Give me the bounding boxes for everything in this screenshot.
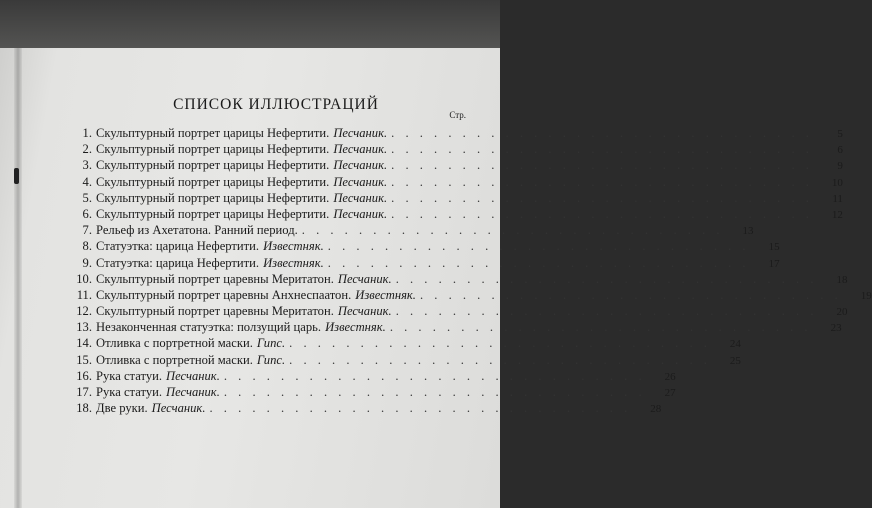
leader-dots: . . . . . . . . . . . . . . . . . . . . . . . . . . . . . . (395, 304, 818, 319)
list-item (66, 126, 843, 142)
list-item (66, 206, 843, 223)
leader-dots: . . . . . . . . . . . . . . . . . . . . . . . . . . . . . . (223, 385, 646, 399)
item-title: Скульптурный портрет царевны Анхнеспаатон. (96, 287, 352, 302)
item-page-number: 12 (831, 208, 843, 221)
item-title: Статуэтка: царица Нефертити. (96, 255, 260, 270)
item-number: 15. (76, 352, 92, 367)
item-title: Скульптурный портрет царицы Нефертити. (96, 190, 330, 205)
leader-dots: . . . . . . . . . . . . . . . . . . . . . . . . . . . . . . (223, 368, 646, 383)
item-number: 3. (82, 158, 92, 173)
item-number: 2. (82, 142, 92, 157)
item-material: Песчаник. (166, 368, 220, 383)
leader-dots: . . . . . . . . . . . . . . . . . . . . . . . . . . . . . . (389, 320, 812, 335)
item-title: Скульптурный портрет царицы Нефертити. (96, 158, 330, 173)
item-number: 7. (82, 223, 92, 238)
item-number: 14. (76, 336, 92, 351)
item-page-number: 26 (664, 370, 676, 383)
item-number: 5. (82, 190, 92, 205)
item-material: Известняк. (263, 255, 324, 270)
leader-dots: . . . . . . . . . . . . . . . . . . . . . . . . . . . . . . (327, 255, 750, 270)
item-page-number: 28 (650, 403, 662, 416)
item-title: Рельеф из Ахетатона. Ранний период. (96, 223, 298, 238)
list-item (66, 336, 741, 352)
item-material: Песчаник. (333, 206, 388, 221)
leader-dots: . . . . . . . . . . . . . . . . . . . . . . . . . . . . . . (301, 223, 724, 238)
list-item (66, 158, 843, 174)
leader-dots: . . . . . . . . . . . . . . . . . . . . . . . . . . . . . . (391, 190, 813, 205)
item-title: Скульптурный портрет царицы Нефертити. (96, 142, 330, 157)
item-number: 13. (76, 320, 92, 335)
item-title: Отливка с портретной маски. (96, 336, 253, 351)
item-number: 1. (82, 126, 92, 140)
item-page-number: 9 (837, 160, 843, 173)
page-title: СПИСОК ИЛЛЮСТРАЦИЙ (173, 96, 379, 113)
item-title: Незаконченная статуэтка: ползущий царь. (96, 320, 322, 335)
leader-dots: . . . . . . . . . . . . . . . . . . . . . . . . . . . . . . (289, 352, 711, 367)
item-page-number: 20 (836, 306, 848, 319)
item-page-number: 24 (729, 338, 741, 351)
item-title: Скульптурный портрет царицы Нефертити. (96, 174, 330, 189)
list-item (66, 271, 848, 288)
item-number: 11. (76, 287, 92, 302)
list-item (66, 174, 843, 191)
item-number: 17. (76, 385, 92, 399)
item-page-number: 13 (742, 225, 754, 238)
item-page-number: 25 (729, 354, 741, 367)
item-material: Песчаник. (333, 158, 388, 173)
item-material: Гипс. (256, 352, 286, 367)
item-number: 4. (82, 174, 92, 189)
leader-dots: . . . . . . . . . . . . . . . . . . . . . . . . . . . . . . (391, 174, 813, 189)
item-material: Песчаник. (333, 174, 388, 189)
item-material: Песчаник. (333, 190, 388, 205)
list-item (66, 304, 848, 320)
item-material: Песчаник. (151, 401, 206, 416)
item-page-number: 5 (837, 128, 843, 140)
leader-dots: . . . . . . . . . . . . . . . . . . . . . . . . . . . . . . (327, 239, 750, 254)
item-page-number: 11 (832, 192, 843, 205)
item-page-number: 17 (768, 257, 780, 270)
item-number: 9. (82, 255, 92, 270)
list-item (66, 368, 676, 385)
item-page-number: 10 (831, 176, 843, 189)
item-title: Рука статуи. (96, 385, 163, 399)
list-item (66, 352, 741, 369)
item-page-number: 15 (768, 241, 780, 254)
list-item (66, 142, 843, 158)
item-material: Известняк. (355, 287, 416, 302)
page-column-label: Стр. (449, 110, 466, 120)
leader-dots: . . . . . . . . . . . . . . . . . . . . . . . . . . . . . . (391, 206, 813, 221)
item-number: 6. (82, 206, 92, 221)
item-material: Песчаник. (333, 142, 388, 157)
illustrations-list (66, 126, 872, 417)
list-item (66, 255, 780, 272)
item-material: Гипс. (256, 336, 286, 351)
item-page-number: 19 (860, 289, 872, 302)
leader-dots: . . . . . . . . . . . . . . . . . . . . . . . . . . . . . . (391, 158, 813, 173)
item-material: Песчаник. (337, 304, 392, 319)
list-item (66, 287, 872, 304)
leader-dots: . . . . . . . . . . . . . . . . . . . . . . . . . . . . . . (395, 271, 818, 286)
leader-dots: . . . . . . . . . . . . . . . . . . . . . . . . . . . . . . (209, 401, 632, 416)
item-title: Скульптурный портрет царевны Меритатон. (96, 271, 334, 286)
binding-stitch (14, 168, 19, 184)
list-item (66, 223, 754, 239)
item-title: Скульптурный портрет царицы Нефертити. (96, 206, 330, 221)
item-number: 16. (76, 368, 92, 383)
page-binding-shadow (14, 48, 22, 508)
item-material: Песчаник. (166, 385, 220, 399)
item-number: 10. (76, 271, 92, 286)
item-material: Песчаник. (333, 126, 388, 140)
item-page-number: 23 (830, 322, 842, 335)
list-item (66, 320, 842, 336)
item-title: Рука статуи. (96, 368, 163, 383)
leader-dots: . . . . . . . . . . . . . . . . . . . . . . . . . . . . . . (289, 336, 711, 351)
item-title: Скульптурный портрет царицы Нефертити. (96, 126, 330, 140)
item-number: 18. (76, 401, 92, 416)
leader-dots: . . . . . . . . . . . . . . . . . . . . . . . . . . . . . . (391, 126, 813, 140)
item-number: 12. (76, 304, 92, 319)
item-page-number: 27 (664, 387, 676, 399)
item-material: Песчаник. (337, 271, 392, 286)
leader-dots: . . . . . . . . . . . . . . . . . . . . . . . . . . . . . . (419, 287, 842, 302)
illustrations-list-section (66, 96, 872, 417)
item-number: 8. (82, 239, 92, 254)
list-item (66, 401, 662, 417)
item-material: Известняк. (263, 239, 324, 254)
item-title: Две руки. (96, 401, 148, 416)
list-item (66, 239, 780, 255)
leader-dots: . . . . . . . . . . . . . . . . . . . . . . . . . . . . . . (391, 142, 813, 157)
item-title: Статуэтка: царица Нефертити. (96, 239, 260, 254)
list-item (66, 385, 676, 401)
item-material: Известняк. (325, 320, 386, 335)
item-title: Отливка с портретной маски. (96, 352, 253, 367)
list-item (66, 190, 843, 207)
item-page-number: 18 (836, 273, 848, 286)
item-page-number: 6 (837, 144, 843, 157)
item-title: Скульптурный портрет царевны Меритатон. (96, 304, 334, 319)
